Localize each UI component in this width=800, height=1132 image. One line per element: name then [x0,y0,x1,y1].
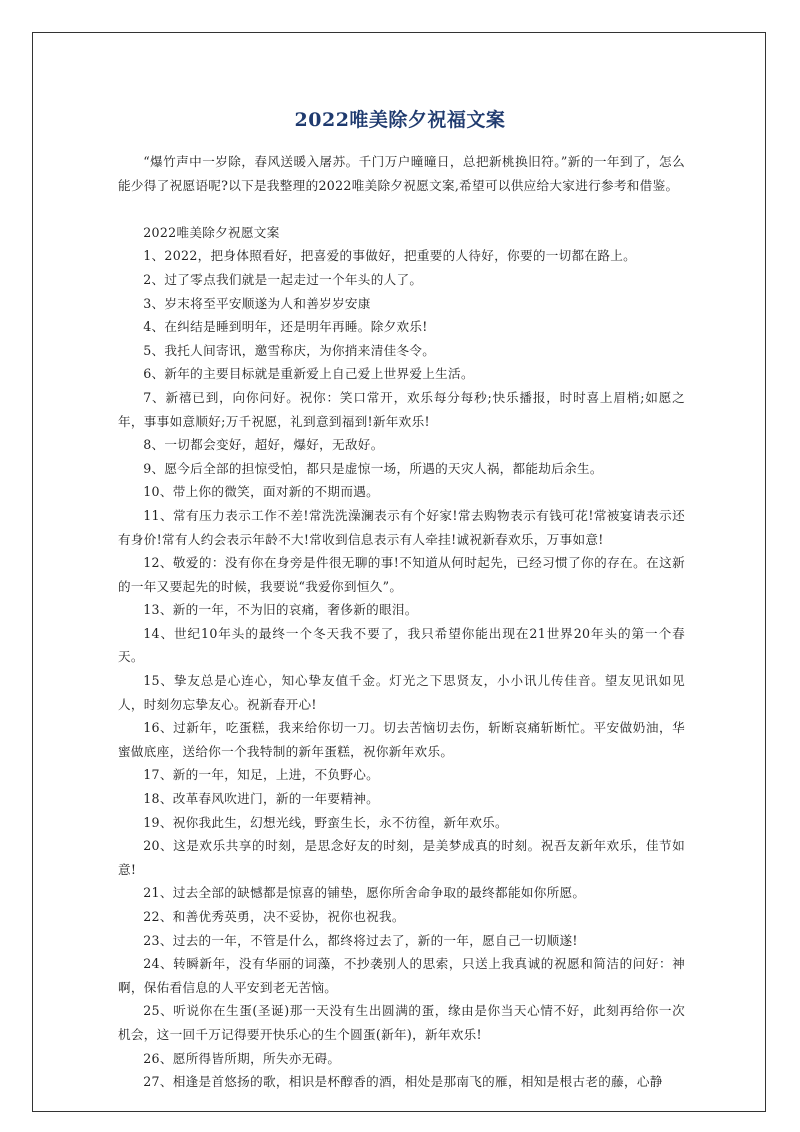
document-title: 2022唯美除夕祝福文案 [294,109,506,131]
list-item: 14、世纪10年头的最终一个冬天我不要了，我只希望你能出现在21世界20年头的第一个春天。 [118,625,685,665]
list-item: 13、新的一年，不为旧的哀痛，奢侈新的眼泪。 [143,602,418,618]
list-item: 9、愿今后全部的担惊受怕，都只是虚惊一场，所遇的天灾人祸，都能劫后余生。 [143,460,603,476]
list-item: 4、在纠结是睡到明年，还是明年再睡。除夕欢乐! [143,319,428,335]
list-item: 27、相逢是首悠扬的歌，相识是杯醇香的酒，相处是那南飞的雁，相知是根古老的藤，心静 [143,1074,663,1090]
list-item: 22、和善优秀英勇，决不妥协，祝你也祝我。 [143,909,405,924]
list-item: 15、挚友总是心连心，知心挚友值千金。灯光之下思贤友，小小讯儿传佳音。望友见讯如见人，时刻勿忘挚友心。祝新春开心! [118,673,685,712]
list-item: 7、新禧已到，向你问好。祝你：笑口常开，欢乐每分每秒;快乐播报，时时喜上眉梢;如愿之年，事事如意顺好;万千祝愿，礼到意到福到!新年欢乐! [118,389,685,429]
list-item: 19、祝你我此生，幻想光线，野蛮生长，永不彷徨，新年欢乐。 [143,814,508,830]
list-item: 3、岁末将至平安顺遂为人和善岁岁安康 [143,295,371,311]
list-item: 26、愿所得皆所期，所失亦无碍。 [143,1050,341,1066]
list-item: 23、过去的一年，不管是什么，都终将过去了，新的一年，愿自己一切顺遂! [143,932,578,948]
list-item: 24、转瞬新年，没有华丽的词藻，不抄袭别人的思索，只送上我真诚的祝愿和简洁的问好：神啊，保佑看信息的人平安到老无苦恼。 [118,956,685,995]
intro-paragraph: “爆竹声中一岁除，春风送暖入屠苏。千门万户曈曈日，总把新桃换旧符。”新的一年到了，怎么能少得了祝愿语呢?以下是我整理的2022唯美除夕祝愿文案,希望可以供应给大家进行参考和借鉴。 [118,154,685,193]
list-item: 25、听说你在生蛋(圣诞)那一天没有生出圆满的蛋，缘由是你当天心情不好，此刻再给你一次机会，这一回千万记得要开快乐心的生个圆蛋(新年)，新年欢乐! [118,1003,685,1042]
list-item: 10、带上你的微笑，面对新的不期而遇。 [143,484,380,500]
wish-list [118,244,685,1093]
list-item: 5、我托人间寄讯，邀雪称庆，为你捎来清佳冬令。 [143,342,436,358]
list-item: 16、过新年，吃蛋糕，我来给你切一刀。切去苦恼切去伤，斩断哀痛斩断忙。平安做奶油，华蜜做底座，送给你一个我特制的新年蛋糕，祝你新年欢乐。 [118,720,685,759]
section-heading: 2022唯美除夕祝愿文案 [143,224,280,240]
list-item: 1、2022，把身体照看好，把喜爱的事做好，把重要的人待好，你要的一切都在路上。 [143,248,637,264]
list-item: 2、过了零点我们就是一起走过一个年头的人了。 [143,271,423,287]
document-body [118,150,685,1094]
list-item: 21、过去全部的缺憾都是惊喜的铺垫，愿你所舍命争取的最终都能如你所愿。 [143,885,586,901]
list-item: 17、新的一年，知足，上进，不负野心。 [143,767,380,783]
list-item: 6、新年的主要目标就是重新爱上自己爱上世界爱上生活。 [143,366,474,382]
list-item: 18、改革春风吹进门，新的一年要精神。 [143,791,380,807]
list-item: 8、一切都会变好，超好，爆好，无敌好。 [143,437,384,453]
list-item: 20、这是欢乐共享的时刻，是思念好友的时刻，是美梦成真的时刻。祝吾友新年欢乐，佳节如意! [118,838,685,877]
list-item: 11、常有压力表示工作不差!常洗洗澡澜表示有个好家!常去购物表示有钱可花!常被宴请表示还有身价!常有人约会表示年龄不大!常收到信息表示有人牵挂!诚祝新春欢乐，万事如意! [118,507,685,547]
list-item: 12、敬爱的：没有你在身旁是件很无聊的事!不知道从何时起先，已经习惯了你的存在。在这新的一年又要起先的时候，我要说“我爱你到恒久”。 [118,555,685,594]
